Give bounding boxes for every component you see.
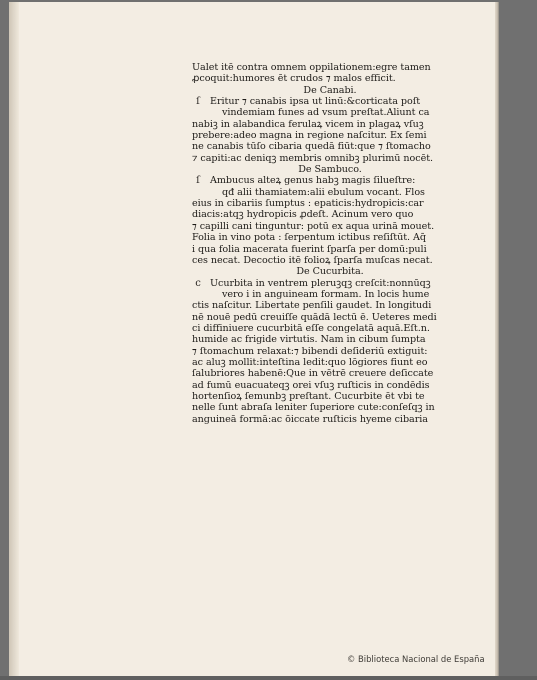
initial-letter: ſ <box>196 175 200 187</box>
initial-letter: ſ <box>196 96 200 108</box>
incunable-text-column <box>192 62 454 425</box>
text-line: ces necat. Decoctio itē folioꝝ ſparſa muſcas necat. <box>192 254 433 266</box>
text-line: ⁊ ſtomachum relaxat:⁊ bibendi deſideriū extiguit: <box>192 345 428 357</box>
page-edge <box>495 2 499 676</box>
text-line: prebere:adeo magna in regione naſcitur. Ex ſemi <box>192 130 427 142</box>
initial-letter: c <box>195 277 201 289</box>
text-line: eius in cibariis ſumptus : epaticis:hydropicis:car <box>192 198 424 210</box>
text-line: nabiꝫ in alabandica ferulaꝝ vicem in plagaꝝ vſuꝫ <box>192 118 424 130</box>
text-line: nē nouē pedū creuiſſe quādā lectū ē. Ueteres medi <box>192 311 437 323</box>
text-line <box>192 278 454 289</box>
text-line: ⁊ capiti:ac deniqꝫ membris omnibꝫ plurimū nocēt. <box>192 152 434 164</box>
text-line: Folia in vino pota : ſerpentum ictibus reſiſtūt. Aq̄ <box>192 232 427 244</box>
text-line: qđ alii thamiatem:alii ebulum vocant. Flos <box>222 186 425 198</box>
page-gutter-shadow <box>9 2 19 676</box>
text-line: ctis naſcitur. Libertate penſili gaudet. In longitudi <box>192 300 432 312</box>
section-heading: De Sambuco. <box>298 164 362 176</box>
section-heading: De Cucurbita. <box>296 266 364 278</box>
text-line <box>192 96 454 107</box>
text-line: vindemiam funes ad vsum preſtat.Aliunt ca <box>222 107 430 119</box>
text-line: nelle ſunt abraſa leniter ſuperiore cute:conſeſqꝫ in <box>192 402 435 414</box>
text-line: ad fumū euacuateqꝫ orei vſuꝫ ruſticis in condēdis <box>192 379 430 391</box>
text-line: ne canabis tūſo cibaria quedā fiūt:que ⁊ ſtomacho <box>192 141 431 153</box>
text-line <box>192 175 454 186</box>
viewer-bottom-bar <box>0 676 537 680</box>
section-heading: De Canabi. <box>303 84 357 96</box>
text-line: ꝓcoquit:humores ēt crudos ⁊ malos efficit. <box>192 73 396 85</box>
text-line: ci diffiniuere cucurbitā eſſe congelatā aquā.Eſt.n. <box>192 322 430 334</box>
text-line: ⁊ capilli cani tinguntur: potū ex aqua urinā mouet. <box>192 220 435 232</box>
line-text: Ucurbita in ventrem pleruꝫqꝫ creſcit:nonnūqꝫ <box>210 277 431 289</box>
text-line: Ualet itē contra omnem oppilationem:egre tamen <box>192 62 431 73</box>
line-text: Ambucus alteꝝ genus habꝫ magis ſilueſtre: <box>210 175 416 187</box>
text-line: i qua folia macerata fuerint ſparſa per domū:puli <box>192 243 427 255</box>
text-line: ſalubriores habenē:Que in vētrē creuere deſiccate <box>192 368 434 380</box>
line-text: Eritur ⁊ canabis ipsa ut linū:&corticata poſt <box>210 96 421 108</box>
text-line: ac aluꝫ mollit:inteſtina ledit:quo lōgiores fiunt eo <box>192 356 428 368</box>
text-line: hortenſioꝝ ſemunbꝫ preſtant. Cucurbite ēt vbi te <box>192 390 425 402</box>
text-line: diacis:atqꝫ hydropicis ꝓdeſt. Acinum vero quo <box>192 209 414 221</box>
text-line: humide ac frigide virtutis. Nam in cibum ſumpta <box>192 334 426 346</box>
copyright-watermark: © Biblioteca Nacional de España <box>347 654 485 664</box>
text-line: vero i in anguineam formam. In locis hume <box>222 288 430 300</box>
text-line: anguineā formā:ac ōiccate ruſticis hyeme cibaria <box>192 413 428 425</box>
